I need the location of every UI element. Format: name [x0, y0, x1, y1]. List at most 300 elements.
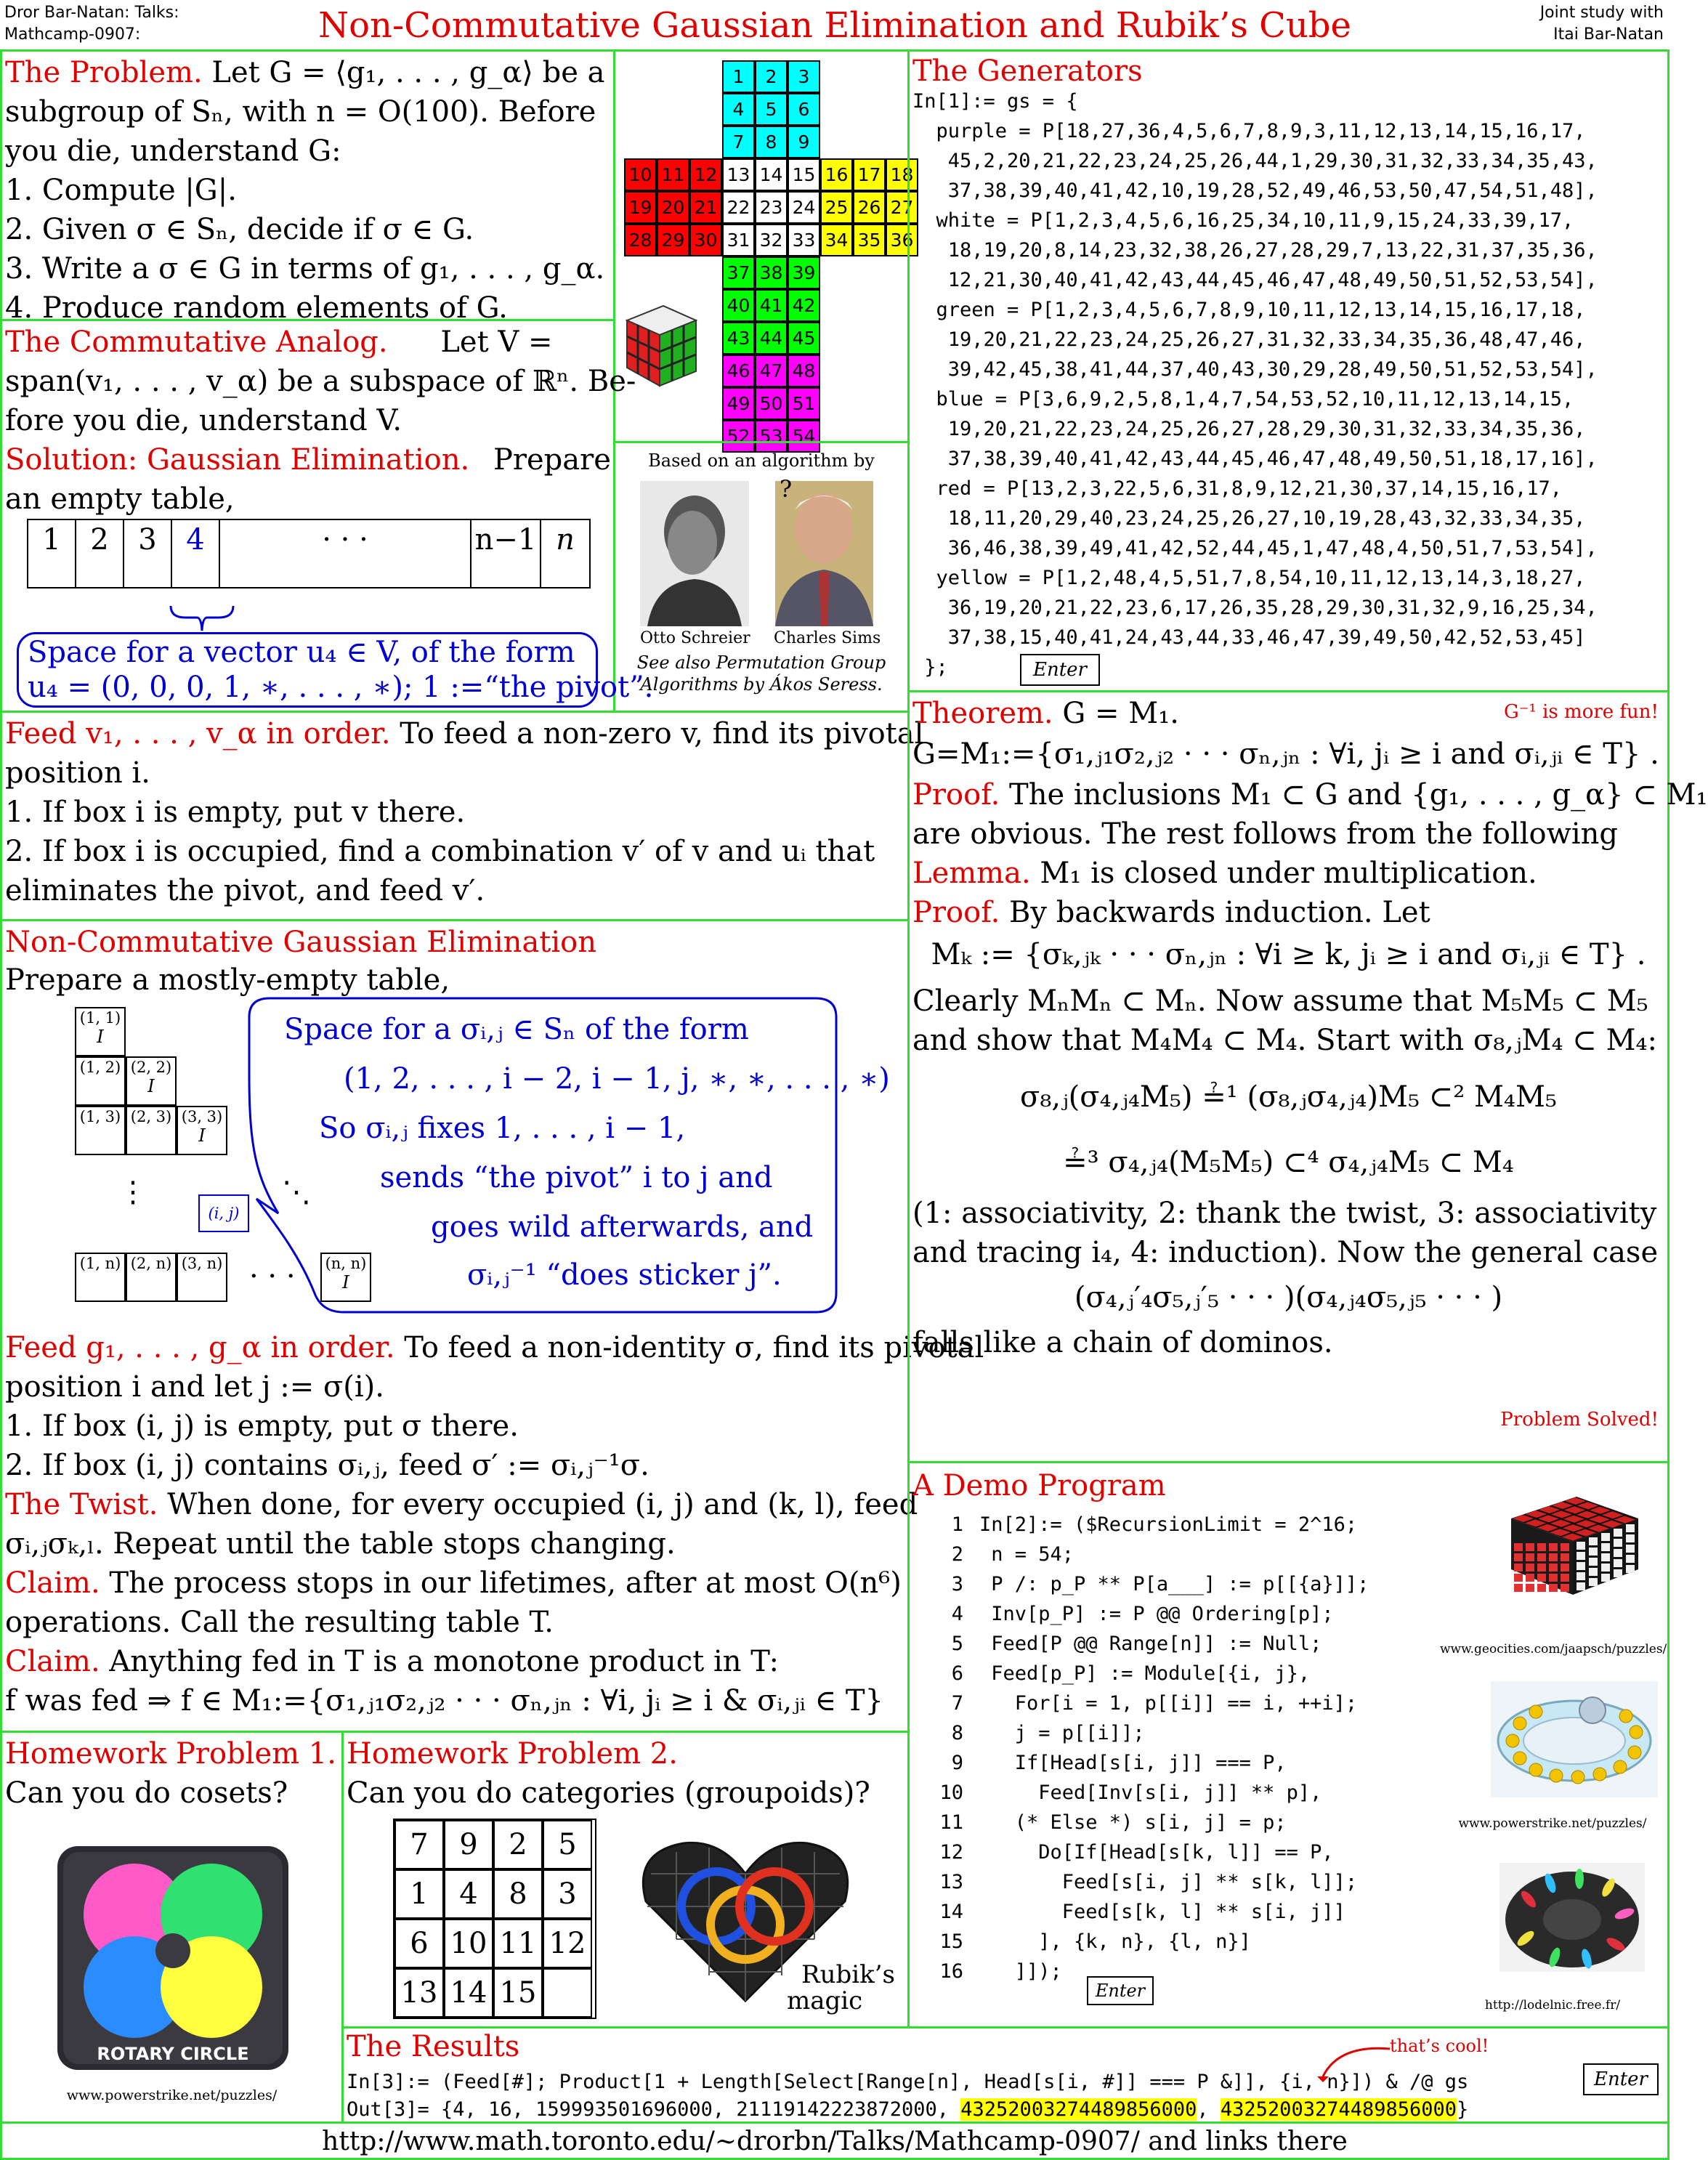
demo-credit-2: www.powerstrike.net/puzzles/: [1458, 1816, 1647, 1831]
cube-sticker-top: 5: [755, 93, 788, 126]
demo-line-numbers: [920, 1510, 963, 1986]
header-left-line2: Mathcamp-0907:: [4, 25, 141, 44]
claim2-heading: Claim.: [5, 1645, 100, 1678]
demo-code-line: (* Else *) s[i, j] = p;: [979, 1811, 1287, 1834]
demo-line-number: 4: [951, 1603, 963, 1625]
credit-name-schreier: Otto Schreier: [640, 629, 750, 647]
cube-5x5-sticker: [1514, 1564, 1523, 1572]
equation-1: σ₈,ⱼ(σ₄,ⱼ₄M₅) ≟¹ (σ₈,ⱼσ₄,ⱼ₄)M₅ ⊂² M₄M₅: [1020, 1080, 1557, 1114]
cube-5x5-sticker: [1601, 1543, 1610, 1551]
demo-line-number: 12: [939, 1841, 963, 1864]
cube-5x5-sticker: [1514, 1543, 1523, 1551]
fifteen-tile: 11: [493, 1919, 543, 1968]
feed-vectors-line-3: 2. If box i is occupied, find a combination v′ of v and uᵢ that: [5, 835, 875, 868]
homework1-panel: [0, 1731, 344, 2124]
cube-5x5-sticker: [1626, 1555, 1635, 1563]
cube-5x5-sticker: [1561, 1553, 1569, 1561]
results-output-highlight-2: 43252003274489856000: [1220, 2098, 1457, 2121]
cube-sticker-down: 39: [788, 256, 820, 289]
ncge-intro: Prepare a mostly-empty table,: [5, 963, 450, 997]
generators-code-line: 19,20,21,22,23,24,25,26,27,28,29,30,31,32,33,34,35,36,: [912, 418, 1586, 440]
cube-5x5-sticker: [1549, 1564, 1558, 1572]
vector-table-cell: n−1: [471, 520, 541, 587]
proof-line8: falls like a chain of dominos.: [912, 1326, 1333, 1359]
sigma-callout-line6: σᵢ,ⱼ⁻¹ “does sticker j”.: [467, 1258, 782, 1292]
table-box-1-n: (1, n): [75, 1253, 126, 1302]
claim-line1b: operations. Call the resulting table T.: [5, 1606, 554, 1639]
results-output-separator: ,: [1197, 2098, 1221, 2121]
results-output-highlight-1: 43252003274489856000: [960, 2098, 1197, 2121]
proof-line7: and tracing i₄, 4: induction). Now the general case: [912, 1236, 1659, 1269]
cube-sticker-down: 40: [722, 289, 755, 322]
sims-photo: [775, 481, 873, 626]
equation-3: (σ₄,ⱼ′₄σ₅,ⱼ′₅ · · · )(σ₄,ⱼ₄σ₅,ⱼ₅ · · · ): [1074, 1281, 1503, 1314]
table-box-3-n: (3, n): [177, 1253, 227, 1302]
demo-code-line: Feed[Inv[s[i, j]] ** p],: [979, 1781, 1322, 1804]
cube-5x5-sticker: [1549, 1553, 1558, 1561]
demo-code-line: If[Head[s[i, j]] === P,: [979, 1752, 1287, 1774]
claim-line1: The process stops in our lifetimes, after at most O(n⁶): [109, 1566, 902, 1600]
cube-5x5-sticker: [1537, 1543, 1546, 1551]
cube-sticker-front: 15: [788, 158, 820, 191]
header-right-line1: Joint study with: [1539, 4, 1664, 22]
problem-line-3: 1. Compute |G|.: [5, 174, 237, 207]
table-box-2-2: (2, 2) I: [126, 1056, 177, 1106]
demo-line-number: 2: [951, 1543, 963, 1566]
cube-5x5-sticker: [1526, 1543, 1534, 1551]
proof-line1: The inclusions M₁ ⊂ G and {g₁, . . . , g_α} ⊂ M₁: [1009, 778, 1708, 812]
cube-5x5-sticker: [1577, 1542, 1585, 1550]
fifteen-tile: 12: [543, 1919, 592, 1968]
cube-5x5-sticker: [1561, 1543, 1569, 1551]
table-box-2-n: (2, n): [126, 1253, 177, 1302]
commutative-line-0: Let V =: [440, 325, 553, 359]
demo-code-line: Feed[s[i, j] ** s[k, l]];: [979, 1871, 1358, 1893]
cube-sticker-right: 26: [853, 191, 886, 224]
cube-5x5-sticker: [1537, 1574, 1546, 1582]
commutative-line-2: fore you die, understand V.: [5, 404, 402, 437]
vector-table-cell: 3: [124, 520, 172, 587]
cube-sticker-down: 43: [722, 322, 755, 355]
demo-code-line: Feed[p_P] := Module[{i, j},: [979, 1662, 1311, 1685]
cube-5x5-sticker: [1601, 1564, 1610, 1572]
feed-vectors-panel: [0, 711, 924, 921]
demo-line-number: 9: [951, 1752, 963, 1774]
cube-sticker-back: 47: [755, 355, 788, 387]
feed-vectors-line-1: position i.: [5, 756, 150, 790]
feed-vectors-heading: Feed v₁, . . . , v_α in order.: [5, 717, 391, 751]
brace-icon: [169, 604, 235, 634]
sigma-callout-line5: goes wild afterwards, and: [431, 1210, 814, 1244]
cube-sticker-top: 1: [722, 60, 755, 93]
demo-line-number: 1: [951, 1513, 963, 1536]
cube-5x5-sticker: [1561, 1564, 1569, 1572]
demo-line-number: 8: [951, 1722, 963, 1744]
lemma-statement: M₁ is closed under multiplication.: [1040, 857, 1537, 890]
cube-5x5-sticker: [1614, 1539, 1622, 1547]
twist-line1: When done, for every occupied (i, j) and (k, l), feed: [167, 1488, 918, 1521]
demo-enter-button[interactable]: Enter: [1087, 1976, 1154, 2005]
cube-5x5-sticker: [1614, 1569, 1622, 1577]
demo-line-number: 5: [951, 1633, 963, 1655]
footer-url[interactable]: http://www.math.toronto.edu/∼drorbn/Talks/Mathcamp-0907/ and links there: [322, 2127, 1348, 2156]
demo-line-number: 10: [939, 1781, 963, 1804]
demo-code-line: Feed[s[k, l] ** s[i, j]]: [979, 1901, 1345, 1923]
feed-group-line2: position i and let j := σ(i).: [5, 1370, 384, 1404]
mk-definition: Mₖ := {σₖ,ⱼₖ · · · σₙ,ⱼₙ : ∀i ≥ k, jᵢ ≥ i and σᵢ,ⱼᵢ ∈ T} .: [931, 938, 1646, 971]
claim-line2: Anything fed in T is a monotone product in T:: [109, 1645, 779, 1678]
commutative-heading: The Commutative Analog.: [5, 325, 388, 359]
generators-code-line: 37,38,15,40,41,24,43,44,33,46,47,39,49,50,42,52,53,45]: [912, 626, 1586, 649]
cube-5x5-sticker: [1549, 1584, 1558, 1592]
cube-5x5-sticker: [1614, 1549, 1622, 1557]
fifteen-tile: 15: [493, 1968, 543, 2018]
sigma-callout-line3: So σᵢ,ⱼ fixes 1, . . . , i − 1,: [319, 1112, 686, 1145]
table-box-1-1: (1, 1) I: [75, 1007, 126, 1056]
cube-sticker-top: 4: [722, 93, 755, 126]
header-left-line1: Dror Bar-Natan: Talks:: [4, 4, 179, 22]
vector-table-cell: 2: [76, 520, 124, 587]
cube-5x5-sticker: [1589, 1537, 1598, 1545]
homework1-credit: www.powerstrike.net/puzzles/: [66, 2087, 278, 2103]
proof-line2: are obvious. The rest follows from the following: [912, 817, 1619, 851]
rotary-circle-puzzle-image: [53, 1842, 293, 2074]
disc-puzzle-image: [1499, 1863, 1645, 1972]
cube-5x5-sticker: [1561, 1584, 1569, 1592]
cube-sticker-right: 25: [820, 191, 853, 224]
sigma-callout-line2: (1, 2, . . . , i − 2, i − 1, j, ∗, ∗, . . . , ∗): [344, 1062, 890, 1096]
theorem-fun-note: G⁻¹ is more fun!: [1503, 701, 1659, 723]
cube-sticker-down: 42: [788, 289, 820, 322]
problem-heading: The Problem.: [5, 56, 203, 89]
theorem-statement: G = M₁.: [1062, 697, 1179, 730]
cube-sticker-front: 32: [755, 224, 788, 256]
demo-credit-1: www.geocities.com/jaapsch/puzzles/: [1440, 1642, 1667, 1657]
generators-code-line: 36,19,20,21,22,23,6,17,26,35,28,29,30,31,32,9,16,25,34,: [912, 596, 1598, 619]
cube-sticker-down: 44: [755, 322, 788, 355]
demo-line-number: 14: [939, 1901, 963, 1923]
homework2-panel: [341, 1731, 910, 2028]
cube-sticker-back: 53: [755, 420, 788, 453]
credit-name-sims: Charles Sims: [774, 629, 881, 647]
twist-line2: σᵢ,ⱼσₖ,ₗ. Repeat until the table stops changing.: [5, 1527, 676, 1561]
cube-5x5-sticker: [1526, 1584, 1534, 1592]
demo-code-line: ], {k, n}, {l, n}]: [979, 1930, 1251, 1953]
cube-sticker-right: 17: [853, 158, 886, 191]
homework1-text: Can you do cosets?: [5, 1776, 288, 1810]
problem-line-4: 2. Given σ ∈ Sₙ, decide if σ ∈ G.: [5, 213, 474, 246]
cube-5x5-sticker: [1614, 1529, 1622, 1537]
cube-5x5-sticker: [1537, 1564, 1546, 1572]
schreier-photo: [640, 481, 749, 626]
feed-vectors-line-4: eliminates the pivot, and feed v′.: [5, 874, 485, 907]
cube-5x5-sticker: [1549, 1543, 1558, 1551]
cube-sticker-down: 45: [788, 322, 820, 355]
homework2-heading: Homework Problem 2.: [347, 1737, 678, 1771]
cube-sticker-top: 7: [722, 126, 755, 158]
cube-sticker-top: 8: [755, 126, 788, 158]
cube-5x5-sticker: [1577, 1582, 1585, 1590]
generators-code-line: 36,46,38,39,49,41,42,52,44,45,1,47,48,4,50,51,7,53,54],: [912, 537, 1598, 559]
cube-5x5-sticker: [1626, 1524, 1635, 1532]
commutative-panel: [0, 319, 654, 713]
theorem-panel: [907, 690, 1708, 1463]
credits-panel: [613, 441, 910, 713]
homework2-text: Can you do categories (groupoids)?: [347, 1776, 870, 1810]
cube-sticker-left: 10: [624, 158, 657, 191]
feed-group-line4: 2. If box (i, j) contains σᵢ,ⱼ, feed σ′ := σᵢ,ⱼ⁻¹σ.: [5, 1449, 649, 1482]
cube-sticker-left: 30: [689, 224, 722, 256]
homework1-heading: Homework Problem 1.: [5, 1737, 336, 1771]
cube-sticker-left: 12: [689, 158, 722, 191]
cube-sticker-back: 48: [788, 355, 820, 387]
table-box-n-n: (n, n) I: [320, 1253, 371, 1302]
cube-sticker-down: 41: [755, 289, 788, 322]
generators-panel: [907, 49, 1669, 692]
generators-code-line: 39,42,45,38,41,44,37,40,43,30,29,28,49,50,51,52,53,54],: [912, 358, 1598, 381]
demo-line-number: 7: [951, 1692, 963, 1715]
vector-callout: [17, 632, 654, 708]
cube-sticker-back: 52: [722, 420, 755, 453]
sigma-callout-line1: Space for a σᵢ,ⱼ ∈ Sₙ of the form: [284, 1013, 749, 1046]
lemma-heading: Lemma.: [912, 857, 1031, 890]
header-right-line2: Itai Bar-Natan: [1553, 25, 1664, 44]
demo-line-number: 3: [951, 1573, 963, 1595]
proof-heading: Proof.: [912, 778, 1000, 812]
problem-line-5: 3. Write a σ ∈ G in terms of g₁, . . . , g_α.: [5, 252, 605, 286]
problem-solved-note: Problem Solved!: [1500, 1409, 1659, 1431]
problem-line-0: Let G = ⟨g₁, . . . , g_α⟩ be a: [211, 56, 605, 89]
fifteen-tile: 5: [543, 1820, 592, 1869]
cube-5x5-sticker: [1577, 1552, 1585, 1560]
cube-sticker-right: 35: [853, 224, 886, 256]
generators-code-line: In[1]:= gs = {: [912, 90, 1078, 113]
ncge-panel: [0, 919, 984, 1733]
cube-sticker-top: 9: [788, 126, 820, 158]
vector-table-pivot-cell: 4: [172, 520, 220, 587]
twist-heading: The Twist.: [5, 1488, 158, 1521]
table-box-i-j: (i, j): [198, 1194, 249, 1232]
fifteen-tile: 10: [444, 1919, 493, 1968]
demo-line-number: 6: [951, 1662, 963, 1685]
cube-sticker-right: 16: [820, 158, 853, 191]
generators-code-line: 18,19,20,8,14,23,32,38,26,27,28,29,7,13,22,31,37,35,36,: [912, 239, 1598, 262]
proof-line5: and show that M₄M₄ ⊂ M₄. Start with σ₈,ⱼM₄ ⊂ M₄:: [912, 1024, 1657, 1057]
cube-5x5-sticker: [1549, 1574, 1558, 1582]
claim-line2b: f was fed ⇒ f ∈ M₁:={σ₁,ⱼ₁σ₂,ⱼ₂ · · · σₙ,ⱼₙ : ∀i, jᵢ ≥ i & σᵢ,ⱼᵢ ∈ T}: [5, 1684, 884, 1718]
cube-sticker-top: 3: [788, 60, 820, 93]
fifteen-tile: 14: [444, 1968, 493, 2018]
cool-note: that’s cool!: [1390, 2036, 1489, 2056]
rubiks-magic-label1: Rubik’s: [801, 1960, 895, 1989]
rubiks-magic-label2: magic: [787, 1986, 863, 2015]
generators-code: [912, 86, 1598, 682]
sigma-callout-line4: sends “the pivot” i to j and: [380, 1161, 773, 1194]
cube-5x5-sticker: [1561, 1574, 1569, 1582]
cube-sticker-left: 19: [624, 191, 657, 224]
cube-sticker-back: 51: [788, 387, 820, 420]
vector-callout-line1: Space for a vector u₄ ∈ V, of the form: [28, 636, 575, 669]
cube-sticker-front: 22: [722, 191, 755, 224]
table-box-1-2: (1, 2): [75, 1056, 126, 1106]
demo-line-number: 16: [939, 1960, 963, 1983]
generators-code-line: 37,38,39,40,41,42,43,44,45,46,47,48,49,50,51,18,17,16],: [912, 448, 1598, 470]
cube-net-panel: [613, 49, 914, 447]
cube-sticker-right: 18: [886, 158, 918, 191]
cube-5x5-image: [1497, 1489, 1649, 1598]
generators-code-line: };: [912, 656, 948, 679]
fifteen-tile: 4: [444, 1869, 493, 1919]
generators-code-line: purple = P[18,27,36,4,5,6,7,8,9,3,11,12,13,14,15,16,17,: [912, 120, 1586, 142]
cube-sticker-front: 31: [722, 224, 755, 256]
cube-sticker-front: 13: [722, 158, 755, 191]
results-enter-button[interactable]: Enter: [1583, 2063, 1659, 2095]
cube-5x5-sticker: [1601, 1574, 1610, 1582]
unknown-marker: ?: [780, 475, 793, 503]
fifteen-puzzle-grid: [393, 1819, 596, 2019]
cube-5x5-sticker: [1614, 1559, 1622, 1567]
cube-sticker-down: 37: [722, 256, 755, 289]
demo-code-line: Do[If[Head[s[k, l]] == P,: [979, 1841, 1334, 1864]
fifteen-tile: 2: [493, 1820, 543, 1869]
demo-code-line: n = 54;: [979, 1543, 1074, 1566]
vector-callout-line2: u₄ = (0, 0, 0, 1, ∗, . . . , ∗); 1 :=“the pivot”.: [28, 671, 654, 704]
theorem-definition: G=M₁:={σ₁,ⱼ₁σ₂,ⱼ₂ · · · σₙ,ⱼₙ : ∀i, jᵢ ≥ i and σᵢ,ⱼᵢ ∈ T} .: [912, 737, 1659, 771]
results-heading: The Results: [347, 2030, 520, 2063]
cube-5x5-sticker: [1514, 1584, 1523, 1592]
results-output: [347, 2097, 1468, 2123]
demo-line-number: 15: [939, 1930, 963, 1953]
cube-5x5-sticker: [1537, 1584, 1546, 1592]
cube-sticker-front: 14: [755, 158, 788, 191]
generators-enter-button[interactable]: Enter: [1020, 654, 1100, 686]
cube-sticker-top: 6: [788, 93, 820, 126]
credits-see-also-1: See also Permutation Group: [636, 652, 886, 673]
cube-5x5-sticker: [1589, 1558, 1598, 1566]
cube-sticker-top: 2: [755, 60, 788, 93]
cube-sticker-left: 28: [624, 224, 657, 256]
cube-sticker-right: 36: [886, 224, 918, 256]
results-output-suffix: }: [1457, 2098, 1469, 2121]
feed-group-line1: To feed a non-identity σ, find its pivotal: [404, 1331, 984, 1364]
demo-code-line: In[2]:= ($RecursionLimit = 2^16;: [979, 1513, 1358, 1536]
cube-sticker-back: 50: [755, 387, 788, 420]
generators-heading: The Generators: [912, 54, 1143, 88]
cube-sticker-front: 33: [788, 224, 820, 256]
demo-code-line: ]]);: [979, 1960, 1062, 1983]
demo-credit-3: http://lodelnic.free.fr/: [1484, 1998, 1621, 2013]
fifteen-tile: 1: [394, 1869, 444, 1919]
commutative-line-1: span(v₁, . . . , v_α) be a subspace of ℝⁿ. Be-: [5, 365, 636, 398]
credits-see-also-2: Algorithms by Ákos Seress.: [640, 674, 883, 695]
rotary-circle-label: ROTARY CIRCLE: [97, 2044, 249, 2064]
cube-sticker-left: 11: [657, 158, 689, 191]
cube-5x5-sticker: [1589, 1548, 1598, 1556]
ncge-heading: Non-Commutative Gaussian Elimination: [5, 926, 597, 959]
cube-sticker-right: 34: [820, 224, 853, 256]
cube-5x5-sticker: [1626, 1565, 1635, 1573]
problem-line-1: subgroup of Sₙ, with n = O(100). Before: [5, 95, 596, 129]
cube-5x5-sticker: [1577, 1572, 1585, 1580]
cube-5x5-sticker: [1601, 1553, 1610, 1561]
proof2-heading: Proof.: [912, 896, 1000, 929]
proof-line3: By backwards induction. Let: [1009, 896, 1430, 929]
cube-sticker-left: 29: [657, 224, 689, 256]
fifteen-tile: 7: [394, 1820, 444, 1869]
cube-5x5-sticker: [1514, 1574, 1523, 1582]
equation-2: ≟³ σ₄,ⱼ₄(M₅M₅) ⊂⁴ σ₄,ⱼ₄M₅ ⊂ M₄: [1063, 1146, 1514, 1179]
problem-panel: [0, 49, 615, 325]
feed-group-line3: 1. If box (i, j) is empty, put σ there.: [5, 1409, 519, 1443]
generators-code-line: red = P[13,2,3,22,5,6,31,8,9,12,21,30,37,14,15,16,17,: [912, 477, 1563, 500]
demo-code-line: Inv[p_P] := P @@ Ordering[p];: [979, 1603, 1334, 1625]
cube-sticker-down: 38: [755, 256, 788, 289]
solution-text2: an empty table,: [5, 482, 235, 516]
fifteen-tile: [543, 1968, 592, 2018]
cube-sticker-left: 21: [689, 191, 722, 224]
demo-code-line: Feed[P @@ Range[n]] := Null;: [979, 1633, 1322, 1655]
solution-heading: Solution: Gaussian Elimination.: [5, 443, 470, 477]
demo-line-number: 11: [939, 1811, 963, 1834]
oval-puzzle-image: [1491, 1681, 1658, 1797]
cube-sticker-back: 46: [722, 355, 755, 387]
cube-5x5-sticker: [1526, 1553, 1534, 1561]
demo-heading: A Demo Program: [912, 1469, 1166, 1502]
demo-code-line: j = p[[i]];: [979, 1722, 1145, 1744]
cube-5x5-sticker: [1526, 1574, 1534, 1582]
cube-sticker-right: 27: [886, 191, 918, 224]
demo-line-number: 13: [939, 1871, 963, 1893]
cube-5x5-sticker: [1601, 1533, 1610, 1541]
page-title: Non-Commutative Gaussian Elimination and Rubik’s Cube: [318, 5, 1351, 46]
theorem-heading: Theorem.: [912, 697, 1053, 730]
results-panel: [341, 2026, 1669, 2124]
vdots: ⋮: [118, 1176, 147, 1209]
vector-table-cell: n: [556, 523, 575, 557]
generators-code-line: white = P[1,2,3,4,5,6,16,25,34,10,11,9,15,24,33,39,17,: [912, 209, 1574, 232]
feed-vectors-line-0: To feed a non-zero v, find its pivotal: [400, 717, 924, 751]
fifteen-tile: 8: [493, 1869, 543, 1919]
cube-5x5-sticker: [1589, 1568, 1598, 1576]
fifteen-tile: 13: [394, 1968, 444, 2018]
hdots: · · ·: [249, 1260, 296, 1293]
vector-table-cell: 1: [28, 520, 76, 587]
problem-line-6: 4. Produce random elements of G.: [5, 291, 508, 325]
demo-panel: [907, 1461, 1669, 2028]
table-box-2-3: (2, 3): [126, 1106, 177, 1155]
table-box-3-3: (3, 3) I: [177, 1106, 227, 1155]
cube-5x5-sticker: [1626, 1545, 1635, 1553]
generators-code-line: yellow = P[1,2,48,4,5,51,7,8,54,10,11,12,13,14,3,18,27,: [912, 567, 1586, 589]
feed-group-heading: Feed g₁, . . . , g_α in order.: [5, 1331, 395, 1364]
cube-5x5-sticker: [1526, 1564, 1534, 1572]
fifteen-tile: 6: [394, 1919, 444, 1968]
results-output-prefix: Out[3]= {4, 16, 159993501696000, 21119142223872000,: [347, 2098, 961, 2121]
cube-sticker-back: 49: [722, 387, 755, 420]
demo-code: [979, 1510, 1369, 1986]
vector-table: [27, 519, 591, 588]
proof-line4: Clearly MₙMₙ ⊂ Mₙ. Now assume that M₅M₅ ⊂ M₅: [912, 984, 1648, 1018]
cube-5x5-sticker: [1626, 1534, 1635, 1542]
cube-sticker-back: 54: [788, 420, 820, 453]
solution-text: Prepare: [493, 443, 611, 477]
generators-code-line: blue = P[3,6,9,2,5,8,1,4,7,54,53,52,10,11,12,13,14,15,: [912, 388, 1574, 410]
generators-code-line: 12,21,30,40,41,42,43,44,45,46,47,48,49,50,51,52,53,54],: [912, 269, 1598, 291]
cube-sticker-front: 24: [788, 191, 820, 224]
ddots: ⋱: [282, 1176, 311, 1209]
generators-code-line: 18,11,20,29,40,23,24,25,26,27,10,19,28,43,32,33,34,35,: [912, 507, 1586, 530]
cube-5x5-sticker: [1514, 1553, 1523, 1561]
